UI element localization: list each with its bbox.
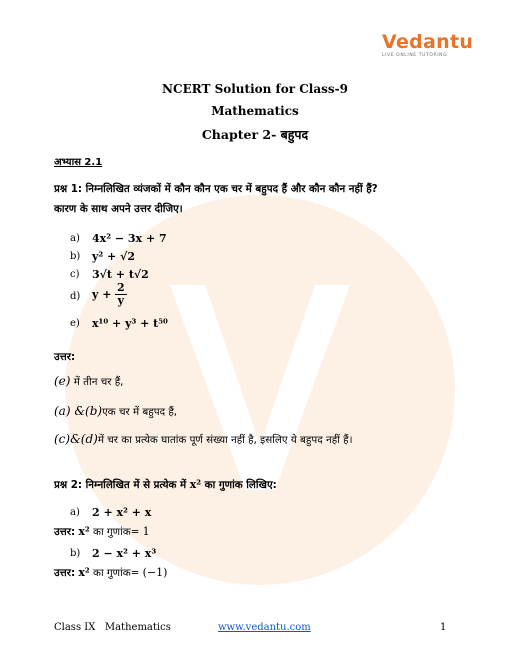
q2-part-a-label: a): [70, 507, 80, 518]
q1-answer-label: उत्तर:: [54, 351, 76, 363]
q2-part-a-answer-var: x²: [78, 525, 90, 538]
exercise-heading: अभ्यास 2.1: [54, 157, 103, 168]
q1-answer-2-text: एक चर में बहुपद हैं,: [102, 406, 178, 418]
q1-item-b-label: b): [70, 251, 81, 262]
question-1-text: प्रश्न 1: निम्नलिखित व्यंजकों में कौन कौन एक चर में बहुपद हैं और कौन कौन नहीं हैं?: [54, 183, 378, 195]
q2-part-b-answer-label: उत्तर:: [54, 567, 76, 579]
q1-item-a-label: a): [70, 233, 80, 244]
q2-part-a-answer-text: का गुणांक=: [89, 526, 143, 538]
document-title: NCERT Solution for Class-9: [162, 82, 348, 96]
q1-item-e-label: e): [70, 318, 80, 329]
q1-answer-line-2: [54, 404, 177, 419]
question-2-suffix: का गुणांक लिखिए:: [201, 479, 277, 491]
q2-part-a-expr: 2 + x² + x: [92, 506, 152, 519]
footer-class-label: Class IX Mathematics: [54, 622, 171, 633]
q1-item-d-denominator: y: [117, 294, 124, 307]
q1-item-c-label: c): [70, 269, 80, 280]
q2-part-b-answer-text: का गुणांक=: [89, 567, 143, 579]
q1-item-a-expr: 4x² − 3x + 7: [92, 232, 167, 245]
q2-part-a-answer: [54, 525, 150, 539]
q1-answer-line-3: [54, 432, 353, 447]
q1-item-e-expr: x¹⁰ + y³ + t⁵⁰: [92, 317, 168, 330]
q2-part-b-answer: [54, 566, 167, 580]
question-2-var: x²: [189, 478, 202, 491]
question-2-text: [54, 478, 277, 492]
question-2-prefix: प्रश्न 2: निम्नलिखित में से प्रत्येक में: [54, 479, 190, 491]
q1-item-b-expr: y² + √2: [92, 250, 135, 263]
q1-answer-3-text: में चर का प्रत्येक घातांक पूर्ण संख्या नहीं है, इसलिए ये बहुपद नहीं हैं।: [97, 434, 353, 446]
page-number: 1: [440, 622, 447, 633]
q2-part-b-label: b): [70, 548, 81, 559]
logo-tagline: LIVE ONLINE TUTORING: [382, 53, 448, 58]
q2-part-a-answer-value: 1: [142, 525, 150, 538]
q1-answer-3-math: (c)&(d): [54, 432, 98, 446]
vedantu-logo[interactable]: [382, 31, 474, 58]
q1-answer-line-1: [54, 374, 123, 389]
q1-item-d-expr: [92, 282, 127, 307]
subject-title: Mathematics: [211, 104, 299, 118]
question-1-text-cont: कारण के साथ अपने उत्तर दीजिए।: [54, 203, 183, 215]
logo-wordmark: Vedantu: [382, 31, 474, 53]
chapter-title: Chapter 2- बहुपद: [201, 127, 309, 142]
q1-item-d-numerator: 2: [116, 281, 125, 294]
q1-item-d-fraction: [115, 282, 127, 307]
q2-part-b-answer-value: (−1): [142, 566, 168, 579]
q2-part-b-expr: 2 − x² + x³: [92, 547, 157, 560]
q2-part-b-answer-var: x²: [78, 566, 90, 579]
q1-item-d-label: d): [70, 291, 81, 302]
q1-answer-1-text: में तीन चर हैं,: [70, 376, 124, 388]
q1-item-c-expr: 3√t + t√2: [92, 268, 149, 281]
q1-answer-2-math: (a) &(b): [54, 404, 103, 418]
q1-item-d-prefix: y +: [92, 288, 112, 301]
q2-part-a-answer-label: उत्तर:: [54, 526, 76, 538]
footer-website-link[interactable]: www.vedantu.com: [218, 622, 311, 633]
q1-answer-1-math: (e): [54, 374, 71, 388]
